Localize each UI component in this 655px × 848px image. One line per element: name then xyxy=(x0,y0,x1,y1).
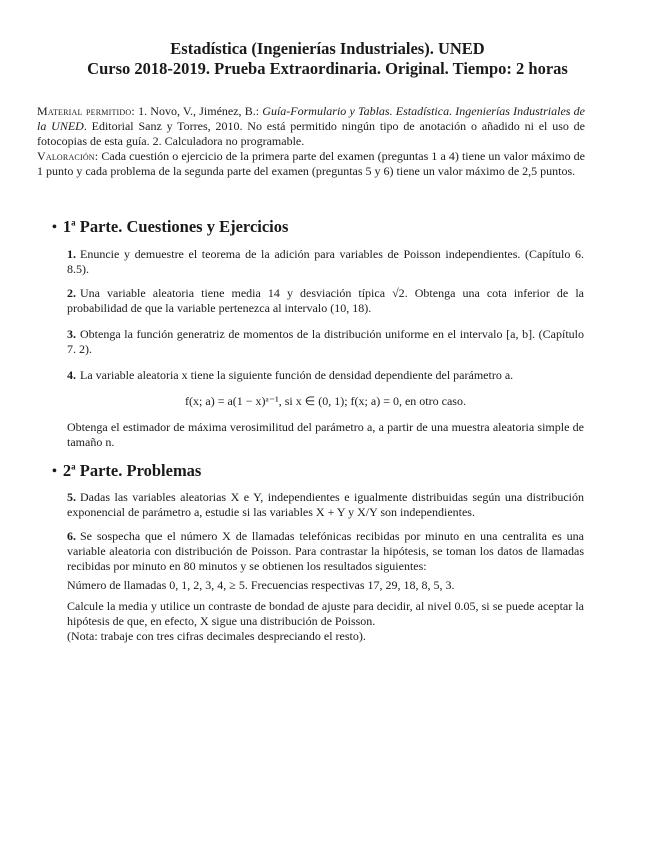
question-2: 2. Una variable aleatoria tiene media 14 y desviación típica √2. Obtenga una cota inferior de la probabilidad de que la variable pertenezca al intervalo (10, 18). xyxy=(67,286,584,316)
question-6-note: (Nota: trabaje con tres cifras decimales despreciando el resto). xyxy=(67,629,366,643)
question-6: 6. Se sospecha que el número X de llamadas telefónicas recibidas por minuto en una centralita es una variable aleatoria con distribución de Poisson. Para contrastar la hipótesis, se toman los datos de llamadas recibidas por minuto en 80 minutos y se obtienen los resultados siguientes: xyxy=(67,529,584,574)
question-4: 4. La variable aleatoria x tiene la siguiente función de densidad dependiente del parámetro a. xyxy=(67,368,514,382)
exam-title: Estadística (Ingenierías Industriales). UNED xyxy=(170,39,485,58)
bullet-icon: • xyxy=(52,464,57,479)
question-6-data: Número de llamadas 0, 1, 2, 3, 4, ≥ 5. Frecuencias respectivas 17, 29, 18, 8, 5, 3. xyxy=(67,578,455,592)
question-6-instructions: Calcule la media y utilice un contraste de bondad de ajuste para decidir, al nivel 0.05, si se puede aceptar la hipótesis de que, en efecto, X sigue una distribución de Poisson. xyxy=(67,599,584,629)
material-text-1: 1. Novo, V., Jiménez, B.: xyxy=(134,104,263,118)
valoracion-text: Cada cuestión o ejercicio de la primera parte del examen (preguntas 1 a 4) tiene un valor máximo de 1 punto y cada problema de la segunda parte del examen (preguntas 5 y 6) tiene un valor máximo de 2,5 puntos. xyxy=(37,149,585,179)
sqrt-two: √2 xyxy=(392,286,405,300)
material-label: Material permitido: xyxy=(37,104,135,118)
question-5: 5. Dadas las variables aleatorias X e Y, independientes e igualmente distribuidas según una distribución exponencial de parámetro a, estudie si las variables X + Y y X/Y son independientes. xyxy=(67,490,584,520)
part2-heading: • 2$^a$ Parte. Problemas xyxy=(52,461,202,480)
part1-heading: • 1$^a$ Parte. Cuestiones y Ejercicios xyxy=(52,217,289,236)
material-paragraph xyxy=(37,104,585,150)
question-4-continuation: Obtenga el estimador de máxima verosimilitud del parámetro a, a partir de una muestra aleatoria simple de tamaño n. xyxy=(67,420,584,450)
valoracion-label: Valoración: xyxy=(37,149,99,163)
question-1: 1. Enuncie y demuestre el teorema de la adición para variables de Poisson independientes. (Capítulo 6. 8.5). xyxy=(67,247,584,277)
question-3: 3. Obtenga la función generatriz de momentos de la distribución uniforme en el intervalo [a, b]. (Capítulo 7. 2). xyxy=(67,327,584,357)
bullet-icon: • xyxy=(52,220,57,235)
material-book-title: Guía-Formulario y Tablas. Estadística. Ingenierías Industriales de la UNED xyxy=(37,104,585,134)
exam-subtitle: Curso 2018-2019. Prueba Extraordinaria. Original. Tiempo: 2 horas xyxy=(87,59,568,78)
density-formula: f(x; a) = a(1 − x)ᵃ⁻¹, si x ∈ (0, 1); f(x; a) = 0, en otro caso. xyxy=(185,394,466,408)
material-text-2: . Editorial Sanz y Torres, 2010. No está permitido ningún tipo de anotación o añadido ni el uso de fotocopias de esta guía. 2. Calculadora no programable. xyxy=(37,119,586,149)
valoracion-paragraph xyxy=(37,149,585,179)
